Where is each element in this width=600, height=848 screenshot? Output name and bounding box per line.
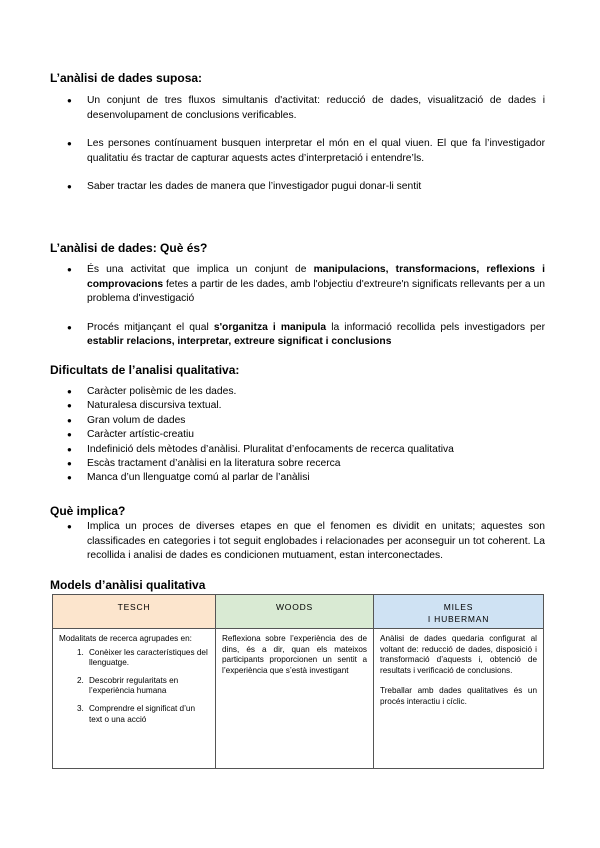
text-run: Procés mitjançant el qual	[87, 321, 214, 333]
heading-analisi-suposa: L’anàlisi de dades suposa:	[50, 71, 203, 85]
heading-que-implica: Què implica?	[50, 504, 126, 518]
cell-tesch	[53, 629, 215, 768]
list-item: ● Caràcter artístic-creatiu	[50, 428, 545, 442]
list-item: ● Caràcter polisèmic de les dades.	[50, 385, 545, 399]
list-que-implica	[50, 520, 545, 564]
list-item: ● Naturalesa discursiva textual.	[50, 399, 545, 413]
cell-woods: Reflexiona sobre l’experiència des de dins, és a dir, quan els mateixos participants proporcionen un sentit a l’experiència que s’està investigant	[222, 634, 367, 675]
heading-que-es: L’anàlisi de dades: Què és?	[50, 241, 208, 255]
header-woods: WOODS	[216, 595, 373, 629]
list-dificultats	[50, 385, 545, 486]
models-table	[52, 594, 544, 769]
tesch-intro: Modalitats de recerca agrupades en:	[59, 634, 192, 643]
item-text: Conèixer les característiques del llenguatge.	[89, 647, 208, 668]
list-item: ● Saber tractar les dades de manera que l’investigador pugui donar-li sentit	[50, 180, 545, 195]
header-miles-huberman	[374, 595, 543, 629]
text-run: la informació recollida pels investigadors per	[326, 321, 546, 333]
text-run: És una activitat que implica un conjunt de	[87, 264, 314, 275]
cell-miles-huberman	[374, 629, 543, 768]
list-item: ● Manca d’un llenguatge comú al parlar de l’anàlisi	[50, 471, 545, 485]
list-analisi-suposa	[50, 94, 545, 195]
bold-text: s'organitza i manipula	[213, 321, 327, 333]
item-text: Comprendre el significat d’un text o una acció	[89, 703, 196, 724]
list-item	[59, 648, 209, 669]
miles-paragraph-2: Treballar amb dades qualitatives és un procés interactiu i cíclic.	[380, 686, 537, 706]
list-item: ● Indefinició dels mètodes d’anàlisi. Pluralitat d’enfocaments de recerca qualitativa	[50, 443, 545, 457]
bold-text: establir relacions, interpretar, extreure significat i conclusions	[87, 336, 392, 347]
miles-paragraph-1: Anàlisi de dades quedaria configurat al voltant de: reducció de dades, disposició i transformació d’aquests i, obtenció de resultats i verificació de conclusions.	[380, 634, 537, 675]
list-que-es	[50, 263, 545, 350]
list-item: ● Gran volum de dades	[50, 414, 545, 428]
list-item	[59, 676, 209, 697]
heading-dificultats: Dificultats de l’analisi qualitativa:	[50, 363, 240, 377]
item-text: Descobrir regularitats en l’experiència humana	[89, 675, 179, 696]
list-item: ● Un conjunt de tres fluxos simultanis d'activitat: reducció de dades, visualització de dades i desenvolupament de conclusions verificables.	[50, 94, 545, 123]
tesch-list	[59, 648, 209, 726]
text-run: fetes a partir de les dades, amb l'objectiu d'extreure'n significats rellevants per a un problema d'investigació	[87, 278, 545, 304]
bold-text: manipulacions, transformacions, reflexions i comprovacions	[87, 264, 545, 290]
list-item	[50, 321, 545, 350]
heading-models: Models d’anàlisi qualitativa	[50, 578, 206, 592]
list-item	[50, 263, 545, 307]
header-tesch: TESCH	[53, 595, 215, 629]
header-miles-line1: MILES	[443, 602, 474, 612]
item-number: 2.	[77, 675, 84, 685]
list-item	[59, 704, 209, 725]
list-item: ● Les persones contínuament busquen interpretar el món en el qual viuen. El que fa l’investigador qualitatiu és tractar de capturar aquests actes d’interpretació i entendre’ls.	[50, 137, 545, 166]
item-number: 1.	[77, 647, 84, 657]
list-item: ● Escàs tractament d’anàlisi en la literatura sobre recerca	[50, 457, 545, 471]
list-item: ● Implica un proces de diverses etapes en que el fenomen es dividit en unitats; aquestes son classificades en categories i tot seguit englobades i relacionades per aconseguir un tot coherent. La recollida i analisi de dades es condicionen mutuament, estan interconectades.	[50, 520, 545, 564]
item-number: 3.	[77, 703, 84, 713]
header-miles-line2: I HUBERMAN	[427, 614, 490, 624]
